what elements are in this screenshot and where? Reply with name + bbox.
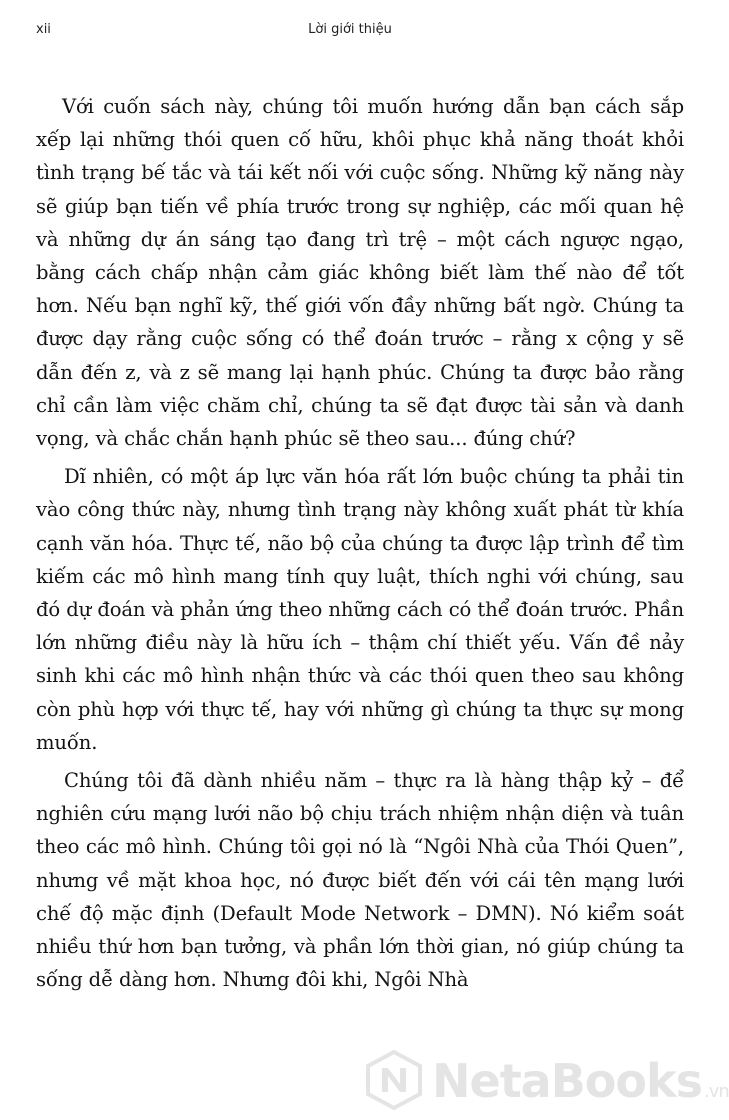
paragraph: Dĩ nhiên, có một áp lực văn hóa rất lớn buộc chúng ta phải tin vào công thức này, nhưng tình trạng này không xuất phát từ khía cạnh văn hóa. Thực tế, não bộ của chúng ta được lập trình để tìm kiếm các mô hình mang tính quy luật, thích nghi với chúng, sau đó dự đoán và phản ứng theo những cách có thể đoán trước. Phần lớn những điều này là hữu ích – thậm chí thiết yếu. Vấn đề nảy sinh khi các mô hình nhận thức và các thói quen theo sau không còn phù hợp với thực tế, hay với những gì chúng ta thực sự mong muốn. (36, 465, 684, 754)
running-head: Lời giới thiệu (308, 22, 392, 37)
page-number: xii (36, 22, 51, 37)
watermark-text (432, 1054, 729, 1108)
watermark-brand: NetaBooks (432, 1054, 702, 1108)
paragraph: Với cuốn sách này, chúng tôi muốn hướng dẫn bạn cách sắp xếp lại những thói quen cố hữu, khôi phục khả năng thoát khỏi tình trạng bế tắc và tái kết nối với cuộc sống. Những kỹ năng này sẽ giúp bạn tiến về phía trước trong sự nghiệp, các mối quan hệ và những dự án sáng tạo đang trì trệ – một cách ngược ngạo, bằng cách chấp nhận cảm giác không biết làm thế nào để tốt hơn. Nếu bạn nghĩ kỹ, thế giới vốn đầy những bất ngờ. Chúng ta được dạy rằng cuộc sống có thể đoán trước – rằng x cộng y sẽ dẫn đến z, và z sẽ mang lại hạnh phúc. Chúng ta được bảo rằng chỉ cần làm việc chăm chỉ, chúng ta sẽ đạt được tài sản và danh vọng, và chắc chắn hạnh phúc sẽ theo sau... đúng chứ? (36, 95, 684, 451)
netabooks-logo-icon (364, 1050, 424, 1110)
page-body (36, 90, 684, 1001)
watermark (356, 1044, 729, 1120)
paragraph: Chúng tôi đã dành nhiều năm – thực ra là hàng thập kỷ – để nghiên cứu mạng lưới não bộ chịu trách nhiệm nhận diện và tuân theo các mô hình. Chúng tôi gọi nó là “Ngôi Nhà của Thói Quen”, nhưng về mặt khoa học, nó được biết đến với cái tên mạng lưới chế độ mặc định (Default Mode Network – DMN). Nó kiểm soát nhiều thứ hơn bạn tưởng, và phần lớn thời gian, nó giúp chúng ta sống dễ dàng hơn. Nhưng đôi khi, Ngôi Nhà (36, 769, 684, 992)
watermark-suffix: .vn (703, 1081, 729, 1102)
page-header (36, 22, 664, 42)
